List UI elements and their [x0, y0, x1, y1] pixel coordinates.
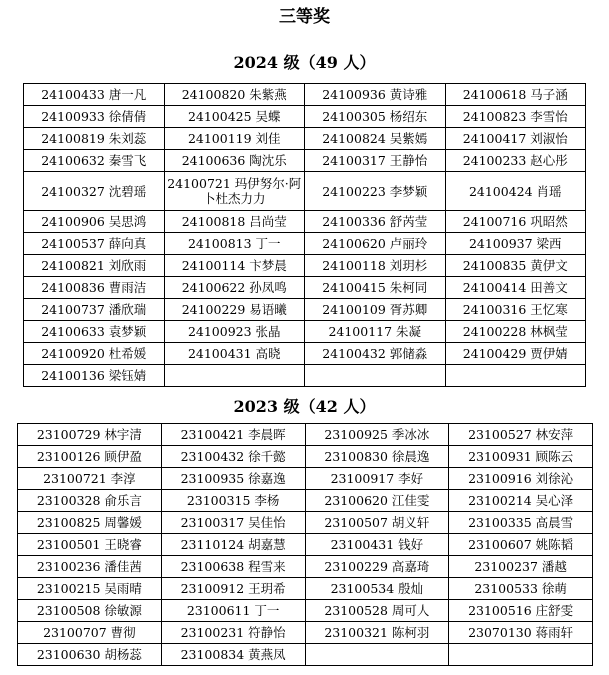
table-cell: 24100316 王忆寒 — [445, 299, 586, 321]
table-cell: 23100830 徐晨逸 — [305, 446, 449, 468]
table-cell — [164, 365, 305, 387]
table-row — [18, 512, 593, 534]
table-cell: 23100237 潘越 — [449, 556, 593, 578]
table-cell: 24100432 郭储淼 — [305, 343, 446, 365]
table-cell: 24100305 杨绍东 — [305, 106, 446, 128]
table-cell: 24100820 朱紫燕 — [164, 84, 305, 106]
table-row — [18, 578, 593, 600]
table-cell: 24100424 肖瑶 — [445, 172, 586, 211]
table-cell: 23100236 潘佳茜 — [18, 556, 162, 578]
table-cell: 23110124 胡嘉慧 — [161, 534, 305, 556]
table-cell: 24100415 朱柯同 — [305, 277, 446, 299]
table-row — [24, 211, 586, 233]
table-cell: 24100433 唐一凡 — [24, 84, 165, 106]
table-cell: 23100215 吴雨晴 — [18, 578, 162, 600]
table-cell: 24100622 孙凤鸣 — [164, 277, 305, 299]
table-row — [24, 150, 586, 172]
table-row — [18, 622, 593, 644]
table-row — [24, 84, 586, 106]
table-cell: 24100327 沈碧瑶 — [24, 172, 165, 211]
table-cell: 24100936 黄诗雅 — [305, 84, 446, 106]
table-cell: 24100813 丁一 — [164, 233, 305, 255]
table-row — [18, 534, 593, 556]
table-cell: 24100109 胥苏卿 — [305, 299, 446, 321]
table-row — [24, 299, 586, 321]
table-cell: 23100925 季冰冰 — [305, 424, 449, 446]
page-title: 三等奖 — [279, 7, 330, 27]
table-cell: 24100228 林枫莹 — [445, 321, 586, 343]
table-cell: 24100317 王静怡 — [305, 150, 446, 172]
table-cell: 23100126 顾伊盈 — [18, 446, 162, 468]
table-cell: 23100917 李好 — [305, 468, 449, 490]
table-cell: 23100317 吴佳怡 — [161, 512, 305, 534]
table-cell: 24100414 田善文 — [445, 277, 586, 299]
table-cell: 24100618 马子涵 — [445, 84, 586, 106]
table-cell: 23100432 徐千懿 — [161, 446, 305, 468]
table-cell: 23100638 程雪来 — [161, 556, 305, 578]
table-cell: 23100328 俞乐言 — [18, 490, 162, 512]
table-cell: 24100835 黄伊文 — [445, 255, 586, 277]
table-row — [24, 343, 586, 365]
table-cell: 23100501 王晓睿 — [18, 534, 162, 556]
table-cell: 23100421 李晨晖 — [161, 424, 305, 446]
table-cell: 24100716 巩昭然 — [445, 211, 586, 233]
table-cell: 24100906 吴思鸿 — [24, 211, 165, 233]
table-cell: 24100336 舒芮莹 — [305, 211, 446, 233]
table-cell: 24100223 李梦颖 — [305, 172, 446, 211]
table-cell: 23100528 周可人 — [305, 600, 449, 622]
table-cell: 24100233 赵心彤 — [445, 150, 586, 172]
table-row — [18, 644, 593, 666]
table-cell: 23100721 李淳 — [18, 468, 162, 490]
table-cell: 24100417 刘淑怡 — [445, 128, 586, 150]
table-cell: 24100537 薛向真 — [24, 233, 165, 255]
table-cell: 23100607 姚陈韬 — [449, 534, 593, 556]
table-cell: 24100920 杜希媛 — [24, 343, 165, 365]
table-cell: 23100527 林安萍 — [449, 424, 593, 446]
table-row — [24, 277, 586, 299]
table-cell: 24100824 吴紫嫣 — [305, 128, 446, 150]
table-cell — [305, 644, 449, 666]
table-cell: 23100620 江佳雯 — [305, 490, 449, 512]
table-cell: 23100931 顾陈云 — [449, 446, 593, 468]
table-cell: 24100633 袁梦颖 — [24, 321, 165, 343]
table-cell: 23100431 钱好 — [305, 534, 449, 556]
table-cell: 23100335 高晨雪 — [449, 512, 593, 534]
table-cell: 23100507 胡义轩 — [305, 512, 449, 534]
table-cell: 24100431 高晓 — [164, 343, 305, 365]
roster-table-2023 — [17, 423, 593, 666]
table-cell: 23100935 徐嘉逸 — [161, 468, 305, 490]
table-row — [18, 600, 593, 622]
table-cell: 23100729 林宇清 — [18, 424, 162, 446]
table-cell: 23100825 周馨媛 — [18, 512, 162, 534]
table-cell: 24100136 梁钰婧 — [24, 365, 165, 387]
table-row — [24, 255, 586, 277]
table-cell: 23100912 王玥希 — [161, 578, 305, 600]
table-cell: 23100834 黄燕凤 — [161, 644, 305, 666]
table-cell: 24100836 曹雨洁 — [24, 277, 165, 299]
table-cell: 23070130 蒋雨轩 — [449, 622, 593, 644]
roster-table-2024 — [23, 83, 586, 387]
table-cell: 24100821 刘欣雨 — [24, 255, 165, 277]
table-cell: 24100923 张晶 — [164, 321, 305, 343]
table-row — [24, 172, 586, 211]
table-cell: 24100636 陶沈乐 — [164, 150, 305, 172]
table-row — [18, 490, 593, 512]
table-cell: 24100933 徐倩倩 — [24, 106, 165, 128]
table-cell: 23100534 殷灿 — [305, 578, 449, 600]
table-cell — [445, 365, 586, 387]
section-heading-2024: 2024 级（49 人） — [233, 53, 376, 72]
table-row — [24, 128, 586, 150]
table-row — [24, 233, 586, 255]
table-row — [18, 468, 593, 490]
table-cell: 23100516 庄舒雯 — [449, 600, 593, 622]
table-cell: 24100819 朱刘蕊 — [24, 128, 165, 150]
section-heading-2023: 2023 级（42 人） — [233, 397, 376, 416]
table-cell: 24100937 梁西 — [445, 233, 586, 255]
table-cell: 24100620 卢丽玲 — [305, 233, 446, 255]
table-cell: 23100231 符静怡 — [161, 622, 305, 644]
table-cell: 24100721 玛伊努尔·阿卜杜杰力力 — [164, 172, 305, 211]
table-cell: 24100117 朱凝 — [305, 321, 446, 343]
table-cell: 24100818 吕尚莹 — [164, 211, 305, 233]
table-cell: 23100214 吴心泽 — [449, 490, 593, 512]
table-cell: 24100118 刘玥杉 — [305, 255, 446, 277]
table-cell: 24100114 卞梦晨 — [164, 255, 305, 277]
table-cell: 24100229 易语曦 — [164, 299, 305, 321]
table-cell: 23100630 胡杨蕊 — [18, 644, 162, 666]
table-row — [24, 106, 586, 128]
table-row — [18, 446, 593, 468]
table-cell: 24100119 刘佳 — [164, 128, 305, 150]
table-row — [18, 424, 593, 446]
table-cell: 23100321 陈柯羽 — [305, 622, 449, 644]
table-cell: 23100916 刘徐沁 — [449, 468, 593, 490]
table-row — [24, 365, 586, 387]
table-cell — [449, 644, 593, 666]
table-cell: 23100508 徐敏源 — [18, 600, 162, 622]
table-cell: 23100707 曹彻 — [18, 622, 162, 644]
table-cell — [305, 365, 446, 387]
table-cell: 23100611 丁一 — [161, 600, 305, 622]
table-cell: 24100425 吴蝶 — [164, 106, 305, 128]
table-cell: 23100229 高嘉琦 — [305, 556, 449, 578]
table-cell: 23100533 徐萌 — [449, 578, 593, 600]
table-row — [18, 556, 593, 578]
table-cell: 24100632 秦雪飞 — [24, 150, 165, 172]
table-cell: 24100429 贾伊婧 — [445, 343, 586, 365]
table-cell: 24100823 李雪怡 — [445, 106, 586, 128]
table-cell: 24100737 潘欣瑞 — [24, 299, 165, 321]
table-cell: 23100315 李杨 — [161, 490, 305, 512]
table-row — [24, 321, 586, 343]
